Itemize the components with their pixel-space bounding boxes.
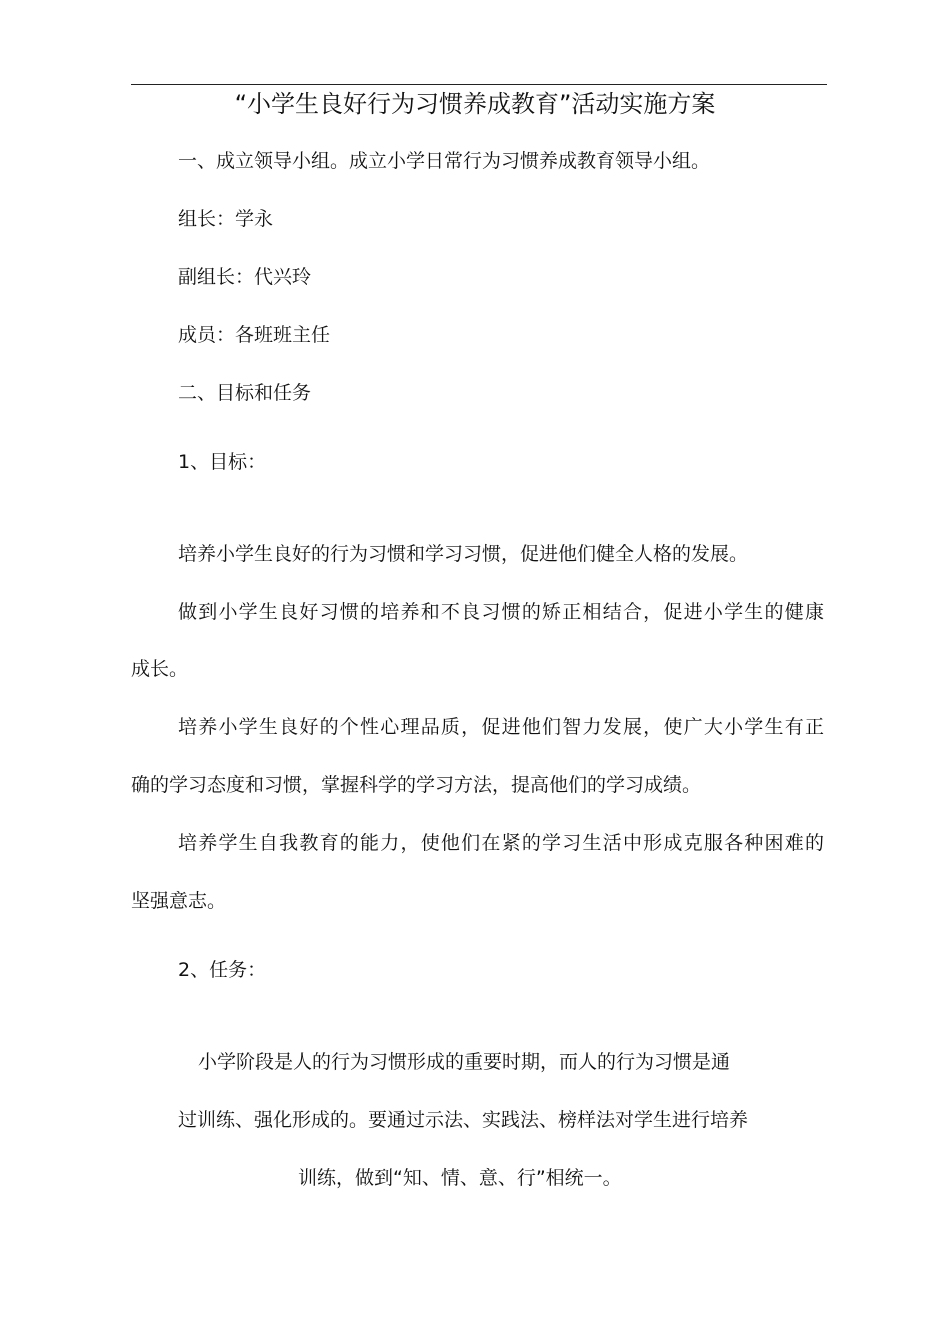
deputy-leader-line: 副组长：代兴玲 [178,266,312,288]
leader-line: 组长：学永 [178,208,274,230]
members-line: 成员：各班班主任 [178,324,331,346]
section-2-heading: 二、目标和任务 [178,382,312,404]
goal-paragraph-4-line-1: 培养学生自我教育的能力，使他们在紧的学习生活中形成克服各种困难的 [178,832,824,854]
goals-heading: 1、目标： [178,451,267,473]
goal-paragraph-2-line-2: 成长。 [131,658,189,680]
goal-paragraph-4-line-2: 坚强意志。 [131,890,227,912]
goal-paragraph-3-line-2: 确的学习态度和习惯，掌握科学的学习方法，提高他们的学习成绩。 [131,774,702,796]
task-paragraph-line-1: 小学阶段是人的行为习惯形成的重要时期，而人的行为习惯是通 [198,1051,731,1073]
header-rule [131,84,827,85]
section-1-heading: 一、成立领导小组。成立小学日常行为习惯养成教育领导小组。 [178,150,711,172]
goal-paragraph-1: 培养小学生良好的行为习惯和学习习惯，促进他们健全人格的发展。 [178,543,749,565]
task-paragraph-line-2: 过训练、强化形成的。要通过示法、实践法、榜样法对学生进行培养 [178,1109,749,1131]
task-paragraph-line-3: 训练，做到“知、情、意、行”相统一。 [298,1167,622,1189]
goal-paragraph-2-line-1: 做到小学生良好习惯的培养和不良习惯的矫正相结合，促进小学生的健康 [178,601,824,623]
goal-paragraph-3-line-1: 培养小学生良好的个性心理品质，促进他们智力发展，使广大小学生有正 [178,716,824,738]
tasks-heading: 2、任务： [178,959,267,981]
document-title: “小学生良好行为习惯养成教育”活动实施方案 [234,90,716,118]
